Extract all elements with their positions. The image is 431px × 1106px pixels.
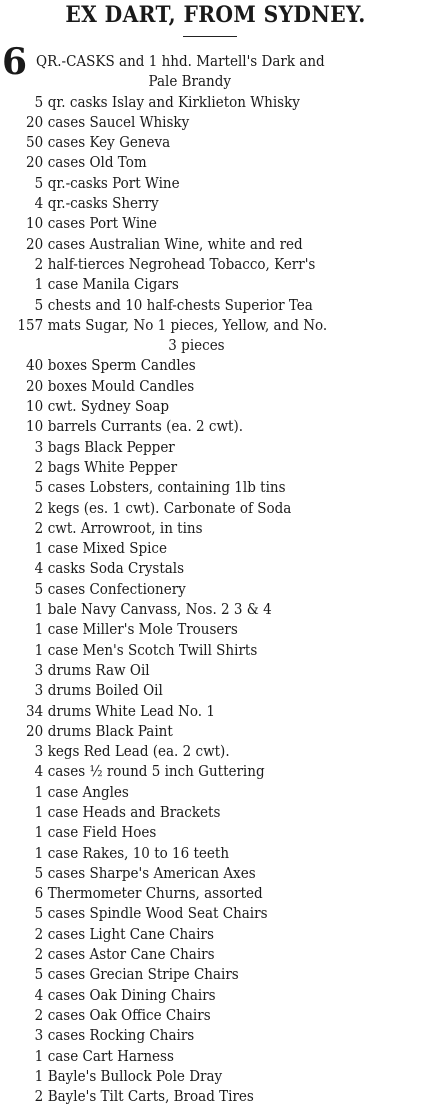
item-quantity: 20 <box>26 234 44 253</box>
item-quantity: 10 <box>26 214 44 233</box>
list-item <box>0 619 388 639</box>
list-item <box>0 863 388 883</box>
list-item-continuation <box>0 71 388 91</box>
list-item <box>0 964 388 984</box>
item-description: qr.-casks Port Wine <box>47 173 180 192</box>
item-description: bale Navy Canvass, Nos. 2 3 & 4 <box>47 600 272 619</box>
item-description: cases Sharpe's American Axes <box>47 863 256 882</box>
list-item <box>0 721 388 741</box>
item-quantity: 5 <box>34 295 44 314</box>
item-description: boxes Sperm Candles <box>47 356 196 375</box>
item-quantity: 1 <box>34 275 44 294</box>
item-quantity: 157 <box>17 315 44 334</box>
item-quantity: 5 <box>34 173 44 192</box>
item-description: Bayle's Bullock Pole Dray <box>47 1066 223 1085</box>
list-item <box>0 254 388 274</box>
item-quantity: 5 <box>34 863 44 882</box>
list-item <box>0 741 388 761</box>
item-quantity: 2 <box>34 1087 44 1106</box>
item-description: cwt. Arrowroot, in tins <box>47 518 203 537</box>
list-item <box>0 295 388 315</box>
list-item <box>0 903 388 923</box>
item-description: cases ½ round 5 inch Guttering <box>47 762 265 781</box>
list-item <box>0 51 388 71</box>
item-quantity: 1 <box>34 843 44 862</box>
list-item <box>0 132 388 152</box>
item-quantity: 40 <box>26 356 44 375</box>
item-description: case Field Hoes <box>47 823 157 842</box>
item-description: case Men's Scotch Twill Shirts <box>47 640 258 659</box>
item-description: barrels Currants (ea. 2 cwt). <box>47 417 244 436</box>
list-item <box>0 437 388 457</box>
list-item <box>0 416 388 436</box>
item-description: bags White Pepper <box>47 457 178 476</box>
item-quantity: 4 <box>34 762 44 781</box>
item-quantity: 5 <box>34 92 44 111</box>
list-item <box>0 599 388 619</box>
item-description: drums Boiled Oil <box>47 681 163 700</box>
item-quantity: 1 <box>34 539 44 558</box>
item-quantity: 1 <box>34 600 44 619</box>
list-item <box>0 782 388 802</box>
list-item <box>0 701 388 721</box>
cargo-list <box>0 51 431 1106</box>
item-quantity: 3 <box>34 437 44 456</box>
list-item <box>0 1046 388 1066</box>
item-description: cases Spindle Wood Seat Chairs <box>47 904 268 923</box>
list-item <box>0 274 388 294</box>
item-description: cases Port Wine <box>47 214 157 233</box>
item-description: case Miller's Mole Trousers <box>47 620 238 639</box>
item-description: cases Rocking Chairs <box>47 1026 195 1045</box>
item-description: 3 pieces <box>168 336 225 355</box>
list-item <box>0 396 388 416</box>
item-quantity: 3 <box>34 681 44 700</box>
item-description: drums Black Paint <box>47 721 173 740</box>
item-quantity: 5 <box>34 478 44 497</box>
list-item <box>0 680 388 700</box>
item-quantity: 1 <box>34 1046 44 1065</box>
list-item <box>0 234 388 254</box>
item-description: cases Key Geneva <box>47 133 171 152</box>
list-item <box>0 822 388 842</box>
list-item <box>0 1086 388 1106</box>
list-item <box>0 1005 388 1025</box>
list-item <box>0 498 388 518</box>
item-quantity: 20 <box>26 112 44 131</box>
item-description: QR.-CASKS and 1 hhd. Martell's Dark and <box>36 52 325 70</box>
list-item <box>0 315 388 335</box>
item-quantity: 4 <box>34 985 44 1004</box>
list-item <box>0 538 388 558</box>
item-description: cases Astor Cane Chairs <box>47 945 215 964</box>
item-description: cases Oak Dining Chairs <box>47 985 216 1004</box>
item-description: case Mixed Spice <box>47 539 167 558</box>
list-item <box>0 761 388 781</box>
item-quantity: 1 <box>34 802 44 821</box>
item-description: Pale Brandy <box>148 72 232 91</box>
item-quantity: 1 <box>34 620 44 639</box>
item-quantity: 2 <box>34 945 44 964</box>
item-quantity: 1 <box>34 782 44 801</box>
item-description: cases Grecian Stripe Chairs <box>47 965 239 984</box>
list-item <box>0 457 388 477</box>
list-item <box>0 173 388 193</box>
item-quantity: 3 <box>34 660 44 679</box>
item-quantity: 34 <box>26 701 44 720</box>
item-quantity: 50 <box>26 133 44 152</box>
item-description: cases Australian Wine, white and red <box>47 234 303 253</box>
list-item <box>0 660 388 680</box>
item-quantity: 5 <box>34 579 44 598</box>
item-quantity: 2 <box>34 1005 44 1024</box>
headline: EX DART, FROM SYDNEY. <box>65 2 366 28</box>
item-description: case Rakes, 10 to 16 teeth <box>47 843 230 862</box>
item-description: casks Soda Crystals <box>47 559 185 578</box>
list-item <box>0 985 388 1005</box>
item-description: chests and 10 half-chests Superior Tea <box>47 295 313 314</box>
list-item <box>0 92 388 112</box>
list-item <box>0 193 388 213</box>
list-item <box>0 355 388 375</box>
list-item <box>0 944 388 964</box>
item-quantity: 3 <box>34 1026 44 1045</box>
item-quantity: 6 <box>34 884 44 903</box>
drop-cap: 6 <box>2 41 28 83</box>
item-quantity: 10 <box>26 417 44 436</box>
item-quantity: 2 <box>34 498 44 517</box>
list-item <box>0 802 388 822</box>
item-quantity: 20 <box>26 376 44 395</box>
item-quantity: 1 <box>34 640 44 659</box>
item-description: qr.-casks Sherry <box>47 194 159 213</box>
item-description: cases Confectionery <box>47 579 186 598</box>
item-description: case Heads and Brackets <box>47 802 221 821</box>
item-description: qr. casks Islay and Kirklieton Whisky <box>47 92 300 111</box>
item-quantity: 2 <box>34 924 44 943</box>
list-item <box>0 112 388 132</box>
item-description: cases Lobsters, containing 1lb tins <box>47 478 286 497</box>
item-description: kegs (es. 1 cwt). Carbonate of Soda <box>47 498 292 517</box>
item-description: kegs Red Lead (ea. 2 cwt). <box>47 742 230 761</box>
list-item <box>0 376 388 396</box>
item-description: Thermometer Churns, assorted <box>47 884 263 903</box>
item-description: half-tierces Negrohead Tobacco, Kerr's <box>47 254 316 273</box>
list-item-continuation <box>0 335 388 355</box>
item-description: cases Saucel Whisky <box>47 112 190 131</box>
item-description: boxes Mould Candles <box>47 376 195 395</box>
item-quantity: 3 <box>34 742 44 761</box>
item-description: cases Old Tom <box>47 153 147 172</box>
item-description: cwt. Sydney Soap <box>47 397 170 416</box>
list-item <box>0 477 388 497</box>
item-description: case Manila Cigars <box>47 275 179 294</box>
list-item <box>0 924 388 944</box>
item-description: cases Oak Office Chairs <box>47 1005 211 1024</box>
item-description: drums White Lead No. 1 <box>47 701 215 720</box>
item-description: bags Black Pepper <box>47 437 175 456</box>
list-item <box>0 579 388 599</box>
list-item <box>0 558 388 578</box>
item-description: case Angles <box>47 782 129 801</box>
list-item <box>0 518 388 538</box>
item-quantity: 2 <box>34 518 44 537</box>
item-quantity: 20 <box>26 721 44 740</box>
list-item <box>0 640 388 660</box>
item-quantity: 10 <box>26 397 44 416</box>
headline-rule <box>183 36 237 37</box>
item-quantity: 20 <box>26 153 44 172</box>
list-item <box>0 883 388 903</box>
item-quantity: 2 <box>34 254 44 273</box>
item-quantity: 1 <box>34 823 44 842</box>
item-description: drums Raw Oil <box>47 660 150 679</box>
item-quantity: 4 <box>34 194 44 213</box>
list-item <box>0 213 388 233</box>
item-quantity: 1 <box>34 1066 44 1085</box>
list-item <box>0 1066 388 1086</box>
list-item <box>0 843 388 863</box>
item-quantity: 4 <box>34 559 44 578</box>
item-description: cases Light Cane Chairs <box>47 924 214 943</box>
list-item <box>0 152 388 172</box>
item-description: Bayle's Tilt Carts, Broad Tires <box>47 1087 254 1106</box>
item-quantity: 2 <box>34 457 44 476</box>
item-description: case Cart Harness <box>47 1046 174 1065</box>
item-quantity: 5 <box>34 904 44 923</box>
item-description: mats Sugar, No 1 pieces, Yellow, and No. <box>47 315 328 334</box>
item-quantity: 5 <box>34 965 44 984</box>
list-item <box>0 1025 388 1045</box>
